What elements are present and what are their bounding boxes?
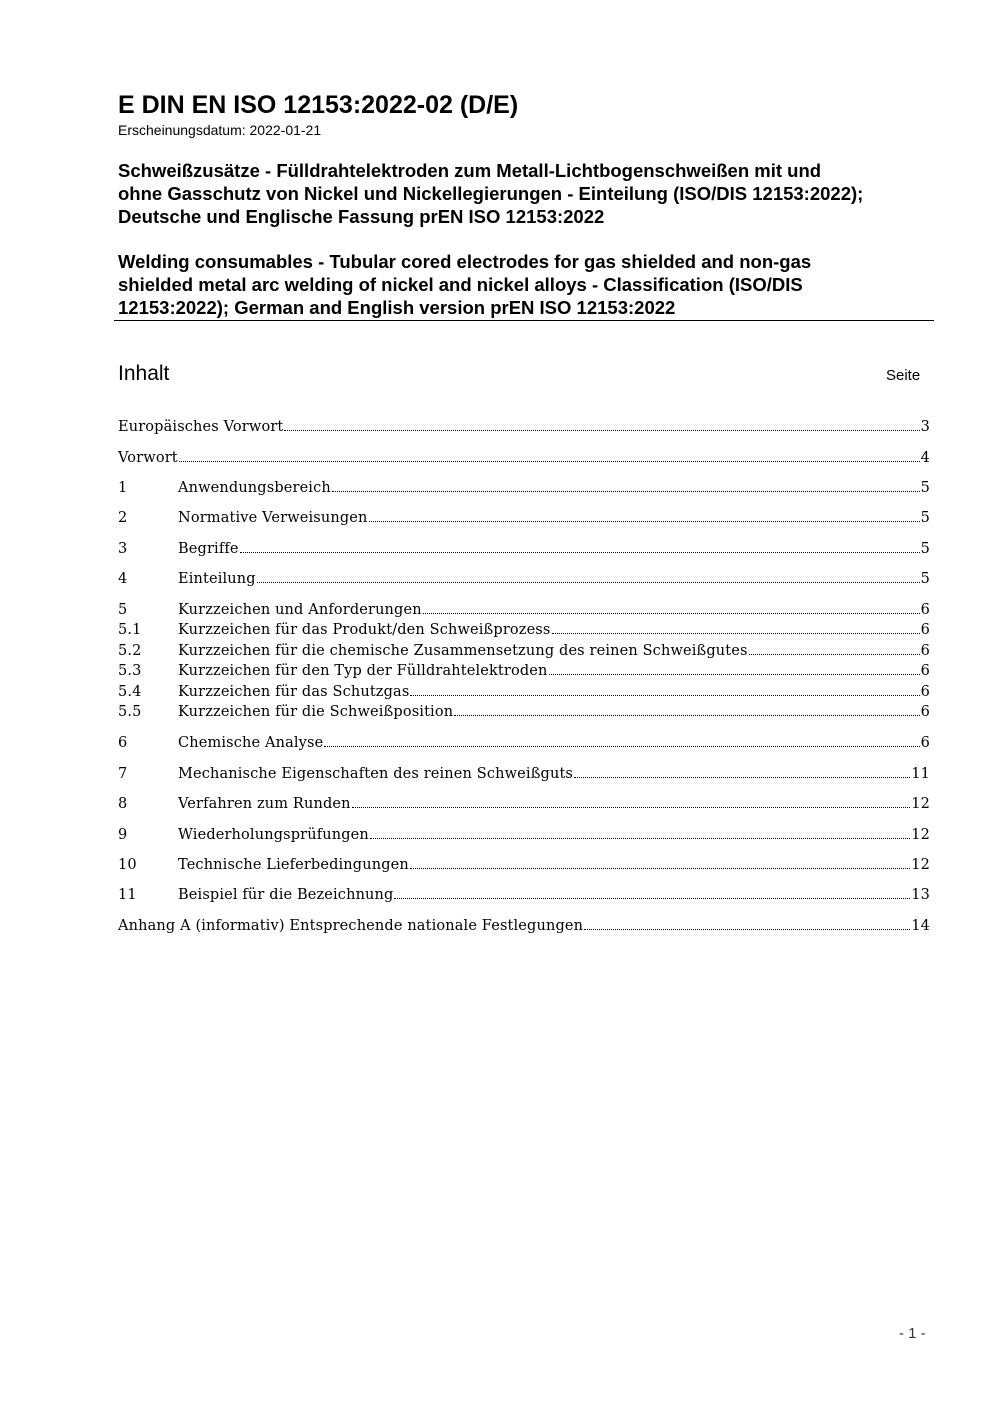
toc-entry[interactable]	[118, 825, 930, 845]
toc-page-column-label: Seite	[886, 367, 921, 384]
toc-entry-line	[178, 539, 930, 559]
publication-date: Erscheinungsdatum: 2022-01-21	[118, 122, 322, 138]
english-title-line: Welding consumables - Tubular cored electrodes for gas shielded and non-gas	[118, 251, 812, 272]
toc-entry-title: Kurzzeichen für den Typ der Fülldrahtelektroden	[178, 663, 548, 679]
toc-entry-line	[178, 569, 930, 589]
toc-entry[interactable]	[118, 478, 930, 498]
toc-entry-page: 12	[911, 827, 930, 843]
toc-dot-leader	[410, 695, 919, 696]
toc-entry[interactable]	[118, 539, 930, 559]
toc-entry-title: Technische Lieferbedingungen	[178, 857, 409, 873]
toc-entry-title: Kurzzeichen für die Schweißposition	[178, 704, 454, 720]
toc-entry-page: 4	[920, 450, 930, 466]
toc-entry-page: 3	[920, 419, 930, 435]
toc-entry-title: Anwendungsbereich	[178, 480, 331, 496]
toc-entry-line	[118, 448, 930, 468]
toc-heading: Inhalt	[118, 362, 170, 385]
toc-dot-leader	[332, 491, 920, 492]
toc-entry-page: 5	[920, 510, 930, 526]
toc-entry-title: Kurzzeichen für das Produkt/den Schweißprozess	[178, 622, 551, 638]
toc-entry-line	[178, 794, 930, 814]
toc-entry[interactable]	[118, 620, 930, 640]
toc-entry[interactable]	[118, 508, 930, 528]
toc-entry-line	[178, 478, 930, 498]
toc-dot-leader	[352, 807, 911, 808]
toc-dot-leader	[454, 715, 919, 716]
toc-entry-title: Anhang A (informativ) Entsprechende nationale Festlegungen	[118, 918, 584, 934]
toc-entry-number: 5.5	[118, 704, 142, 720]
toc-entry-number: 5	[118, 602, 128, 618]
toc-entry-number: 5.1	[118, 622, 142, 638]
document-number: E DIN EN ISO 12153:2022-02 (D/E)	[118, 91, 519, 119]
toc-entry-page: 12	[911, 796, 930, 812]
toc-entry[interactable]	[118, 448, 930, 468]
toc-entry-number: 4	[118, 571, 128, 587]
toc-entry-line	[178, 702, 930, 722]
toc-entry-number: 9	[118, 827, 128, 843]
toc-entry-line	[178, 885, 930, 905]
toc-entry-page: 6	[920, 663, 930, 679]
toc-dot-leader	[240, 552, 920, 553]
toc-entry-number: 11	[118, 887, 137, 903]
toc-entry[interactable]	[118, 661, 930, 681]
toc-dot-leader	[394, 898, 910, 899]
toc-entry-number: 3	[118, 541, 128, 557]
toc-entry-page: 12	[911, 857, 930, 873]
toc-dot-leader	[423, 613, 920, 614]
toc-dot-leader	[179, 461, 920, 462]
toc-entry-title: Europäisches Vorwort	[118, 419, 284, 435]
toc-entry-number: 5.2	[118, 643, 142, 659]
toc-entry-line	[178, 661, 930, 681]
toc-entry-line	[118, 916, 930, 936]
toc-entry-line	[118, 417, 930, 437]
toc-entry-page: 5	[920, 541, 930, 557]
toc-entry-line	[178, 641, 930, 661]
german-title-line: ohne Gasschutz von Nickel und Nickellegierungen - Einteilung (ISO/DIS 12153:2022);	[118, 183, 864, 204]
german-title-line: Deutsche und Englische Fassung prEN ISO 12153:2022	[118, 206, 605, 227]
toc-entry-number: 6	[118, 735, 128, 751]
toc-entry[interactable]	[118, 641, 930, 661]
toc-entry[interactable]	[118, 885, 930, 905]
toc-dot-leader	[549, 674, 920, 675]
toc-entry-line	[178, 508, 930, 528]
toc-entry[interactable]	[118, 682, 930, 702]
toc-entry-page: 5	[920, 480, 930, 496]
toc-entry-page: 6	[920, 622, 930, 638]
toc-entry-number: 5.4	[118, 684, 142, 700]
toc-dot-leader	[584, 929, 910, 930]
toc-entry-line	[178, 825, 930, 845]
toc-entry-page: 11	[911, 766, 930, 782]
toc-dot-leader	[574, 777, 910, 778]
toc-entry-number: 5.3	[118, 663, 142, 679]
toc-dot-leader	[410, 868, 910, 869]
toc-entry-line	[178, 682, 930, 702]
toc-entry[interactable]	[118, 855, 930, 875]
toc-entry-title: Mechanische Eigenschaften des reinen Schweißguts	[178, 766, 574, 782]
toc-entry-page: 6	[920, 684, 930, 700]
toc-entry[interactable]	[118, 916, 930, 936]
toc-entry[interactable]	[118, 417, 930, 437]
toc-dot-leader	[257, 582, 920, 583]
toc-dot-leader	[370, 838, 910, 839]
toc-entry-title: Kurzzeichen für das Schutzgas	[178, 684, 410, 700]
toc-entry-number: 8	[118, 796, 128, 812]
toc-entry-line	[178, 600, 930, 620]
toc-entry-page: 6	[920, 735, 930, 751]
page-number: - 1 -	[899, 1325, 926, 1342]
toc-entry-number: 2	[118, 510, 128, 526]
toc-dot-leader	[284, 430, 919, 431]
toc-dot-leader	[552, 633, 920, 634]
toc-entry-page: 13	[911, 887, 930, 903]
toc-entry-title: Wiederholungsprüfungen	[178, 827, 369, 843]
toc-entry-title: Begriffe	[178, 541, 239, 557]
toc-entry-title: Beispiel für die Bezeichnung	[178, 887, 394, 903]
toc-dot-leader	[369, 521, 920, 522]
toc-entry-line	[178, 764, 930, 784]
toc-entry-title: Vorwort	[118, 450, 178, 466]
toc-entry-line	[178, 733, 930, 753]
toc-entry[interactable]	[118, 794, 930, 814]
toc-entry[interactable]	[118, 600, 930, 620]
toc-entry[interactable]	[118, 764, 930, 784]
toc-entry-page: 6	[920, 602, 930, 618]
toc-entry-number: 10	[118, 857, 137, 873]
toc-entry-page: 6	[920, 704, 930, 720]
toc-entry[interactable]	[118, 569, 930, 589]
toc-entry[interactable]	[118, 733, 930, 753]
toc-dot-leader	[324, 746, 919, 747]
english-title-line: shielded metal arc welding of nickel and nickel alloys - Classification (ISO/DIS	[118, 274, 803, 295]
toc-entry[interactable]	[118, 702, 930, 722]
toc-entry-page: 14	[911, 918, 930, 934]
toc-entry-page: 5	[920, 571, 930, 587]
german-title-line: Schweißzusätze - Fülldrahtelektroden zum Metall-Lichtbogenschweißen mit und	[118, 160, 822, 181]
toc-entry-title: Kurzzeichen für die chemische Zusammensetzung des reinen Schweißgutes	[178, 643, 748, 659]
toc-dot-leader	[749, 654, 920, 655]
toc-entry-title: Chemische Analyse	[178, 735, 324, 751]
toc-entry-title: Kurzzeichen und Anforderungen	[178, 602, 422, 618]
toc-entry-number: 1	[118, 480, 128, 496]
toc-entry-page: 6	[920, 643, 930, 659]
toc-entry-title: Normative Verweisungen	[178, 510, 368, 526]
toc-entry-title: Verfahren zum Runden	[178, 796, 351, 812]
toc-entry-number: 7	[118, 766, 128, 782]
english-title-line: 12153:2022); German and English version prEN ISO 12153:2022	[118, 297, 676, 318]
toc-entry-line	[178, 620, 930, 640]
toc-entry-title: Einteilung	[178, 571, 256, 587]
toc-entry-line	[178, 855, 930, 875]
